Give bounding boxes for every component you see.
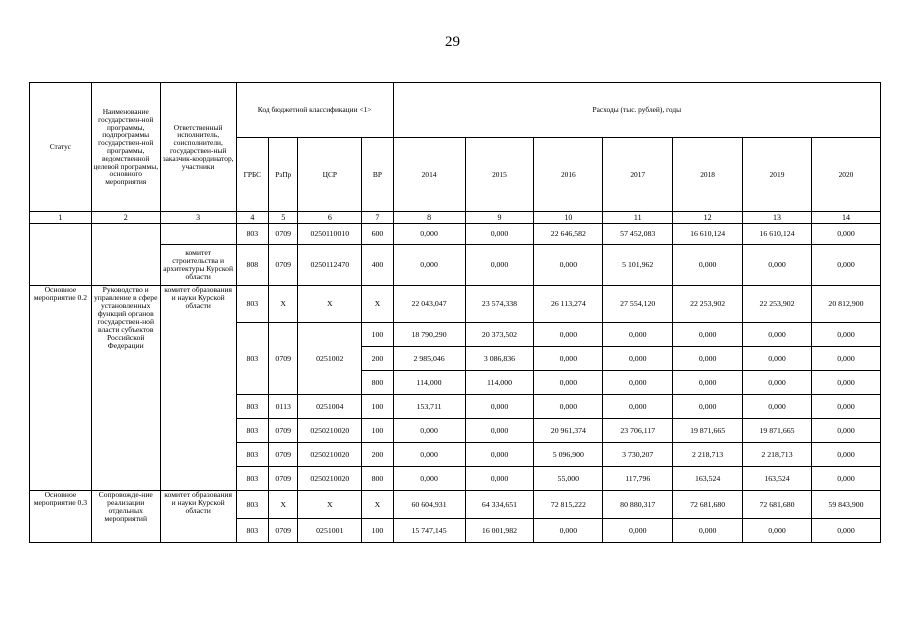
header-name: Наименование государствен-ной программы, подпрограммы государствен-ной программы, ведомственной целевой программы, основного мероприятия xyxy=(91,83,160,212)
header-year: 2018 xyxy=(673,138,743,212)
value-cell: 0,000 xyxy=(534,371,603,395)
grbs-cell: 803 xyxy=(236,395,268,419)
value-cell: 3 730,207 xyxy=(603,443,673,467)
value-cell: 80 880,317 xyxy=(603,491,673,519)
value-cell: 22 253,902 xyxy=(743,286,812,323)
column-number: 13 xyxy=(743,212,812,224)
vr-cell: 800 xyxy=(362,467,393,491)
value-cell: 0,000 xyxy=(673,371,743,395)
value-cell: 0,000 xyxy=(534,519,603,543)
value-cell: 5 096,900 xyxy=(534,443,603,467)
value-cell: 0,000 xyxy=(811,467,880,491)
value-cell: 0,000 xyxy=(393,419,465,443)
responsible-cell: комитет строительства и архитектуры Курской области xyxy=(160,245,236,286)
value-cell: 0,000 xyxy=(393,467,465,491)
vr-cell: 200 xyxy=(362,443,393,467)
header-year: 2017 xyxy=(603,138,673,212)
value-cell: 0,000 xyxy=(534,347,603,371)
responsible-cell: комитет образования и науки Курской области xyxy=(160,286,236,491)
column-number: 9 xyxy=(465,212,534,224)
header-rzpr: РзПр xyxy=(269,138,298,212)
value-cell: 23 706,117 xyxy=(603,419,673,443)
value-cell: 0,000 xyxy=(673,519,743,543)
value-cell: 0,000 xyxy=(534,245,603,286)
value-cell: 0,000 xyxy=(673,245,743,286)
name-cell-empty xyxy=(91,224,160,286)
value-cell: 0,000 xyxy=(465,224,534,245)
value-cell: 0,000 xyxy=(673,323,743,347)
header-expenses: Расходы (тыс. рублей), годы xyxy=(393,83,880,138)
rzpr-cell: 0709 xyxy=(269,323,298,395)
column-number: 2 xyxy=(91,212,160,224)
value-cell: 0,000 xyxy=(465,467,534,491)
value-cell: 19 871,665 xyxy=(673,419,743,443)
name-cell: Руководство и управление в сфере установленных функций органов государствен-ной власти субъектов Российской Федерации xyxy=(91,286,160,491)
grbs-cell: 803 xyxy=(236,519,268,543)
rzpr-cell: Х xyxy=(269,491,298,519)
vr-cell: 100 xyxy=(362,323,393,347)
value-cell: 0,000 xyxy=(465,419,534,443)
header-year: 2014 xyxy=(393,138,465,212)
value-cell: 72 815,222 xyxy=(534,491,603,519)
column-number: 12 xyxy=(673,212,743,224)
value-cell: 15 747,145 xyxy=(393,519,465,543)
csr-cell: 0251004 xyxy=(298,395,362,419)
column-number: 7 xyxy=(362,212,393,224)
value-cell: 0,000 xyxy=(743,519,812,543)
vr-cell: 100 xyxy=(362,419,393,443)
vr-cell: 100 xyxy=(362,519,393,543)
rzpr-cell: Х xyxy=(269,286,298,323)
header-year: 2015 xyxy=(465,138,534,212)
table-header xyxy=(30,83,881,224)
value-cell: 26 113,274 xyxy=(534,286,603,323)
value-cell: 0,000 xyxy=(393,443,465,467)
csr-cell: Х xyxy=(298,286,362,323)
value-cell: 0,000 xyxy=(465,443,534,467)
table-row xyxy=(30,491,881,519)
value-cell: 55,000 xyxy=(534,467,603,491)
csr-cell: 0250110010 xyxy=(298,224,362,245)
responsible-cell-empty xyxy=(160,224,236,245)
value-cell: 114,000 xyxy=(465,371,534,395)
grbs-cell: 803 xyxy=(236,467,268,491)
column-number: 10 xyxy=(534,212,603,224)
value-cell: 72 681,680 xyxy=(673,491,743,519)
value-cell: 163,524 xyxy=(743,467,812,491)
value-cell: 163,524 xyxy=(673,467,743,491)
value-cell: 57 452,083 xyxy=(603,224,673,245)
header-year: 2019 xyxy=(743,138,812,212)
value-cell: 0,000 xyxy=(393,224,465,245)
column-number: 11 xyxy=(603,212,673,224)
header-year: 2016 xyxy=(534,138,603,212)
vr-cell: Х xyxy=(362,286,393,323)
budget-table xyxy=(29,82,881,543)
value-cell: 114,000 xyxy=(393,371,465,395)
table-row xyxy=(30,224,881,245)
value-cell: 0,000 xyxy=(603,395,673,419)
rzpr-cell: 0113 xyxy=(269,395,298,419)
header-csr: ЦСР xyxy=(298,138,362,212)
value-cell: 0,000 xyxy=(534,323,603,347)
rzpr-cell: 0709 xyxy=(269,467,298,491)
value-cell: 22 253,902 xyxy=(673,286,743,323)
vr-cell: 400 xyxy=(362,245,393,286)
column-number: 4 xyxy=(236,212,268,224)
grbs-cell: 803 xyxy=(236,286,268,323)
value-cell: 0,000 xyxy=(811,323,880,347)
value-cell: 3 086,836 xyxy=(465,347,534,371)
header-responsible: Ответственный исполнитель, соисполнители, государствен-ный заказчик-координатор, участники xyxy=(160,83,236,212)
value-cell: 2 985,046 xyxy=(393,347,465,371)
vr-cell: 100 xyxy=(362,395,393,419)
value-cell: 59 843,900 xyxy=(811,491,880,519)
value-cell: 19 871,665 xyxy=(743,419,812,443)
table-row xyxy=(30,286,881,323)
value-cell: 0,000 xyxy=(743,347,812,371)
status-cell: Основное мероприятие 0.3 xyxy=(30,491,92,543)
value-cell: 0,000 xyxy=(811,347,880,371)
value-cell: 64 334,651 xyxy=(465,491,534,519)
grbs-cell: 803 xyxy=(236,491,268,519)
value-cell: 0,000 xyxy=(465,245,534,286)
grbs-cell: 808 xyxy=(236,245,268,286)
header-grbs: ГРБС xyxy=(236,138,268,212)
value-cell: 0,000 xyxy=(811,395,880,419)
value-cell: 0,000 xyxy=(811,419,880,443)
rzpr-cell: 0709 xyxy=(269,519,298,543)
value-cell: 0,000 xyxy=(811,443,880,467)
value-cell: 2 218,713 xyxy=(743,443,812,467)
value-cell: 0,000 xyxy=(465,395,534,419)
value-cell: 0,000 xyxy=(743,323,812,347)
header-status: Статус xyxy=(30,83,92,212)
rzpr-cell: 0709 xyxy=(269,224,298,245)
value-cell: 117,796 xyxy=(603,467,673,491)
value-cell: 0,000 xyxy=(603,519,673,543)
column-number: 6 xyxy=(298,212,362,224)
value-cell: 0,000 xyxy=(534,395,603,419)
csr-cell: 0250210020 xyxy=(298,443,362,467)
csr-cell: 0250210020 xyxy=(298,467,362,491)
value-cell: 0,000 xyxy=(743,245,812,286)
value-cell: 16 610,124 xyxy=(673,224,743,245)
header-year: 2020 xyxy=(811,138,880,212)
value-cell: 0,000 xyxy=(603,371,673,395)
value-cell: 16 610,124 xyxy=(743,224,812,245)
value-cell: 153,711 xyxy=(393,395,465,419)
header-budget-code: Код бюджетной классификации <1> xyxy=(236,83,393,138)
value-cell: 22 043,047 xyxy=(393,286,465,323)
column-numbers-row xyxy=(30,212,881,224)
status-cell-empty xyxy=(30,224,92,286)
value-cell: 0,000 xyxy=(743,371,812,395)
column-number: 3 xyxy=(160,212,236,224)
csr-cell: 0250210020 xyxy=(298,419,362,443)
csr-cell: 0250112470 xyxy=(298,245,362,286)
value-cell: 0,000 xyxy=(603,347,673,371)
column-number: 1 xyxy=(30,212,92,224)
value-cell: 0,000 xyxy=(673,347,743,371)
value-cell: 5 101,962 xyxy=(603,245,673,286)
rzpr-cell: 0709 xyxy=(269,245,298,286)
value-cell: 0,000 xyxy=(743,395,812,419)
column-number: 14 xyxy=(811,212,880,224)
vr-cell: 200 xyxy=(362,347,393,371)
value-cell: 27 554,120 xyxy=(603,286,673,323)
rzpr-cell: 0709 xyxy=(269,443,298,467)
value-cell: 60 604,931 xyxy=(393,491,465,519)
value-cell: 72 681,680 xyxy=(743,491,812,519)
grbs-cell: 803 xyxy=(236,443,268,467)
value-cell: 16 001,982 xyxy=(465,519,534,543)
column-number: 8 xyxy=(393,212,465,224)
header-vr: ВР xyxy=(362,138,393,212)
value-cell: 0,000 xyxy=(603,323,673,347)
value-cell: 23 574,338 xyxy=(465,286,534,323)
value-cell: 0,000 xyxy=(811,224,880,245)
vr-cell: Х xyxy=(362,491,393,519)
responsible-cell: комитет образования и науки Курской области xyxy=(160,491,236,543)
page-number: 29 xyxy=(445,34,460,50)
grbs-cell: 803 xyxy=(236,224,268,245)
csr-cell: 0251002 xyxy=(298,323,362,395)
csr-cell: 0251001 xyxy=(298,519,362,543)
value-cell: 18 790,290 xyxy=(393,323,465,347)
value-cell: 0,000 xyxy=(811,245,880,286)
status-cell: Основное мероприятие 0.2 xyxy=(30,286,92,491)
value-cell: 0,000 xyxy=(673,395,743,419)
name-cell: Сопровожде-ние реализации отдельных мероприятий xyxy=(91,491,160,543)
csr-cell: Х xyxy=(298,491,362,519)
vr-cell: 600 xyxy=(362,224,393,245)
column-number: 5 xyxy=(269,212,298,224)
value-cell: 20 373,502 xyxy=(465,323,534,347)
value-cell: 0,000 xyxy=(393,245,465,286)
value-cell: 0,000 xyxy=(811,371,880,395)
value-cell: 2 218,713 xyxy=(673,443,743,467)
rzpr-cell: 0709 xyxy=(269,419,298,443)
value-cell: 20 812,900 xyxy=(811,286,880,323)
value-cell: 20 961,374 xyxy=(534,419,603,443)
value-cell: 22 646,582 xyxy=(534,224,603,245)
vr-cell: 800 xyxy=(362,371,393,395)
grbs-cell: 803 xyxy=(236,419,268,443)
value-cell: 0,000 xyxy=(811,519,880,543)
grbs-cell: 803 xyxy=(236,323,268,395)
